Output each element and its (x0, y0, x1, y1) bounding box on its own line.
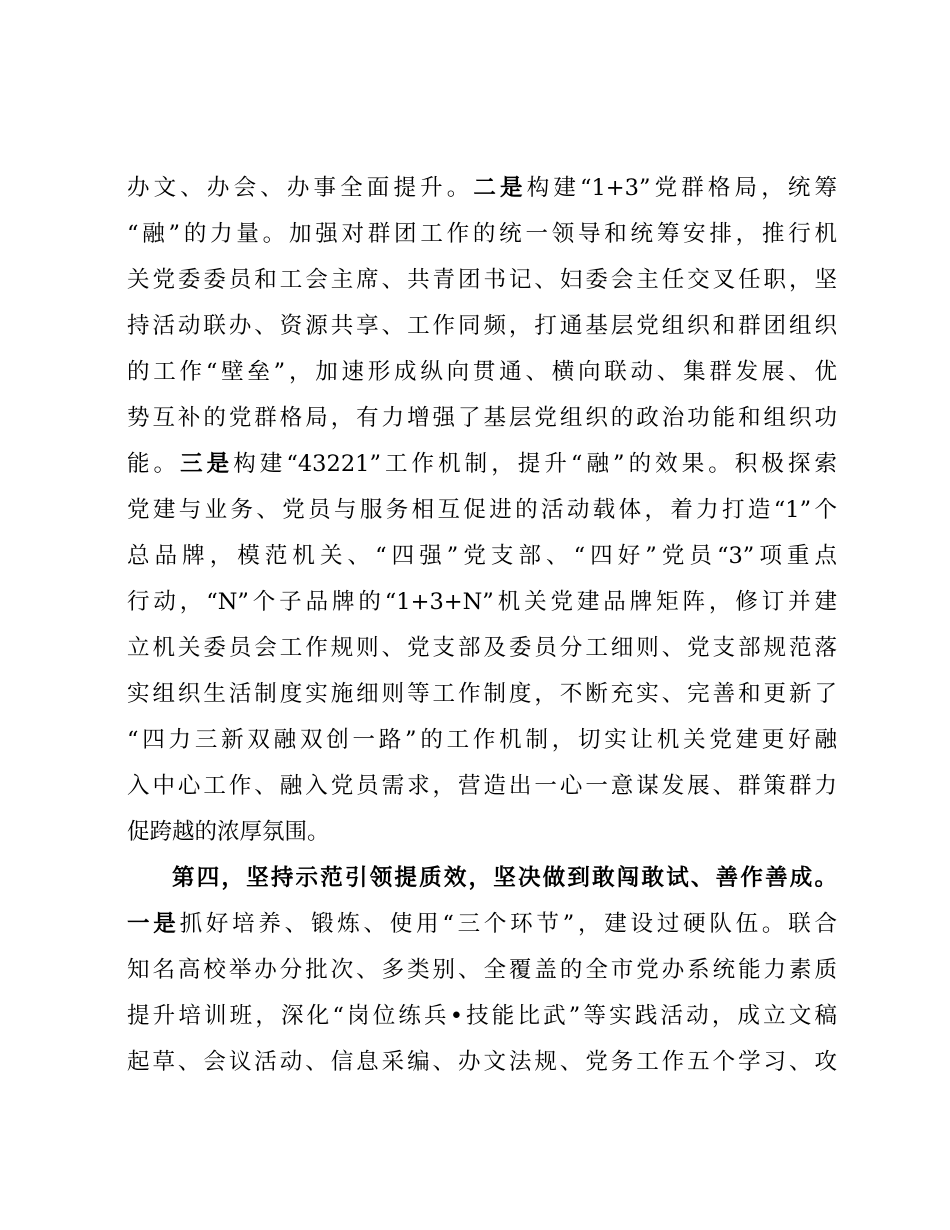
text-line: 知名高校举办分批次、多类别、全覆盖的全市党办系统能力素质 (127, 957, 837, 983)
bold-marker: 二是 (473, 175, 527, 201)
text-line: “融”的力量。加强对群团工作的统一领导和统筹安排，推行机 (127, 221, 837, 247)
text-line: 立机关委员会工作规则、党支部及委员分工细则、党支部规范落 (127, 635, 837, 661)
text-line: 行动，“N”个子品牌的“1+3+N”机关党建品牌矩阵，修订并建 (127, 589, 837, 615)
text-line: 起草、会议活动、信息采编、办文法规、党务工作五个学习、攻 (127, 1049, 837, 1075)
section-heading: 第四，坚持示范引领提质效，坚决做到敢闯敢试、善作善成。 (172, 865, 837, 891)
text-line: 办文、办会、办事全面提升。二是构建“1+3”党群格局，统筹 (127, 175, 837, 201)
text-line: 势互补的党群格局，有力增强了基层党组织的政治功能和组织功 (127, 405, 837, 431)
text-line: 的工作“壁垒”，加速形成纵向贯通、横向联动、集群发展、优 (127, 359, 837, 385)
text-line: 入中心工作、融入党员需求，营造出一心一意谋发展、群策群力 (127, 773, 837, 799)
text-line: 一是抓好培养、锻炼、使用“三个环节”，建设过硬队伍。联合 (127, 911, 837, 937)
text-line: 党建与业务、党员与服务相互促进的活动载体，着力打造“1”个 (127, 497, 837, 523)
text-line: 总品牌，模范机关、“四强”党支部、“四好”党员“3”项重点 (127, 543, 837, 569)
text-line: 能。三是构建“43221”工作机制，提升“融”的效果。积极探索 (127, 451, 837, 477)
text-line: 实组织生活制度实施细则等工作制度，不断充实、完善和更新了 (127, 681, 837, 707)
text-line: 提升培训班，深化“岗位练兵•技能比武”等实践活动，成立文稿 (127, 1003, 837, 1029)
text-line: 关党委委员和工会主席、共青团书记、妇委会主任交叉任职，坚 (127, 267, 837, 293)
text-line: 促跨越的浓厚氛围。 (127, 819, 330, 845)
bold-marker: 三是 (180, 451, 234, 477)
bold-marker: 一是 (127, 911, 180, 937)
text-line: “四力三新双融双创一路”的工作机制，切实让机关党建更好融 (127, 727, 837, 753)
text-line: 持活动联办、资源共享、工作同频，打通基层党组织和群团组织 (127, 313, 837, 339)
